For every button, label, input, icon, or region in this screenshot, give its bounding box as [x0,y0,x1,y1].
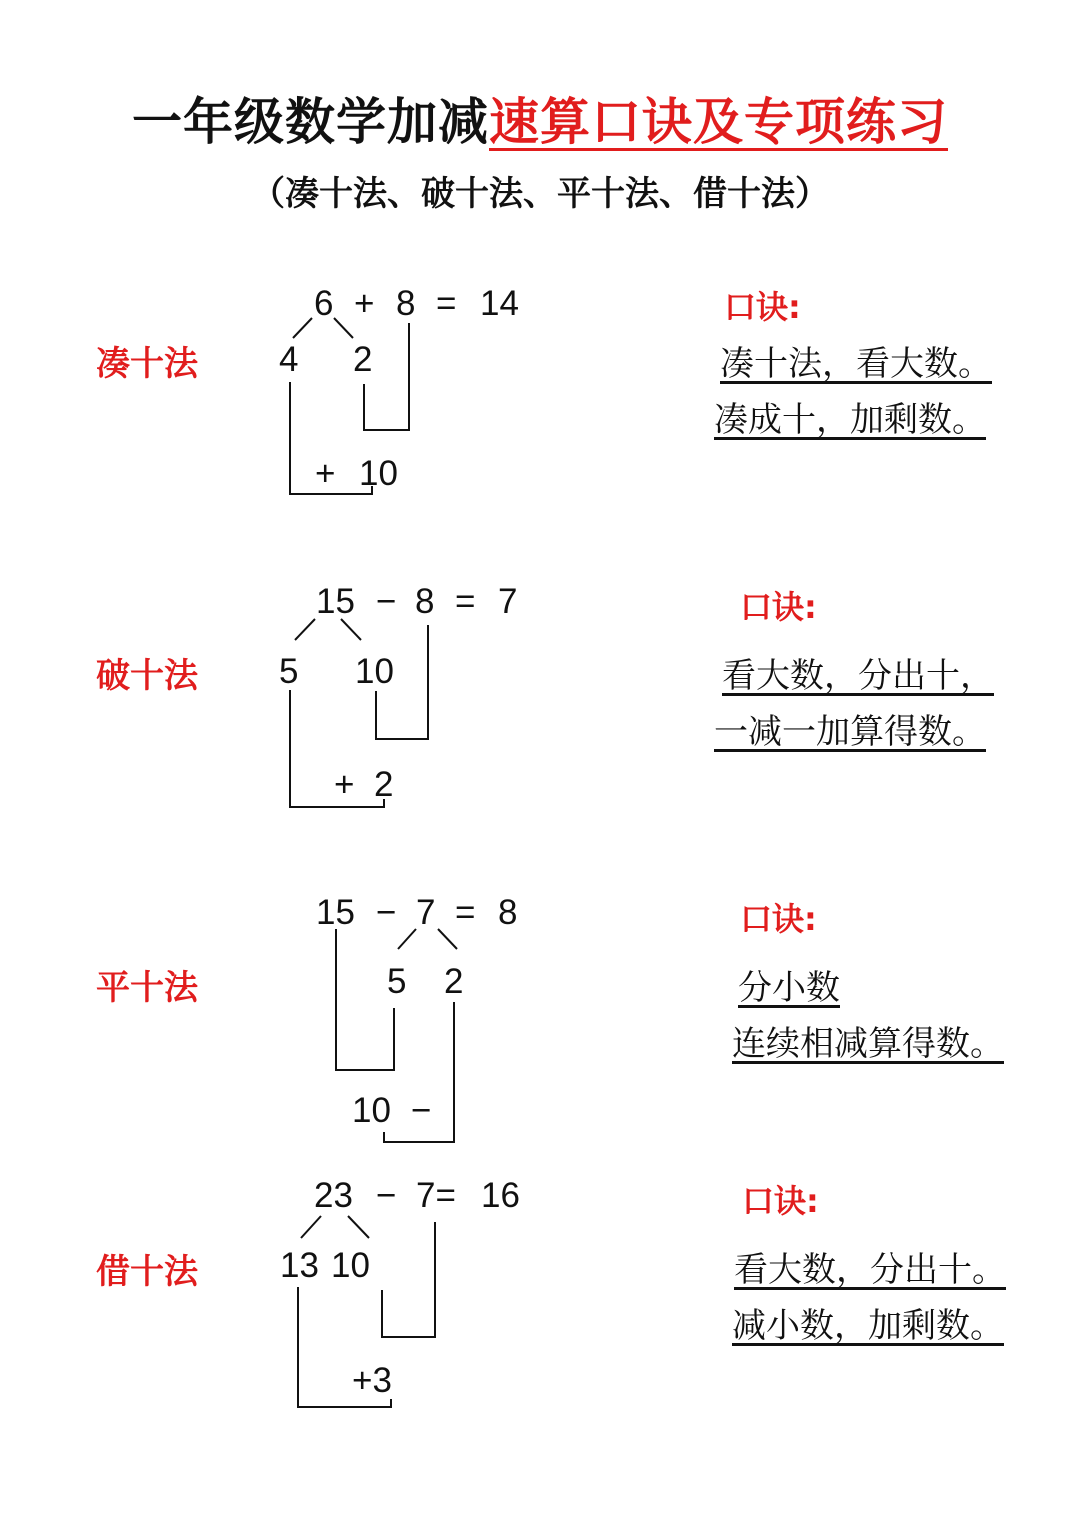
split-part-2: 2 [353,340,373,379]
equation-operator: − [376,893,397,932]
koujue-line-2: 凑成十，加剩数。 [714,400,986,440]
title-black: 一年级数学加减 [132,93,489,151]
koujue-label: 口诀: [742,1182,819,1220]
bottom-value: 10 [359,454,398,493]
split-line-left [301,1216,321,1238]
equation-result: 7 [498,582,518,621]
equation-result: 8 [498,893,518,932]
koujue-label: 口诀: [740,588,817,626]
split-line-right [341,619,361,640]
bracket-a-5 [336,929,394,1070]
equation-operand-a: 15 [316,893,355,932]
method-label: 借十法 [96,1252,198,1292]
equation-operand-a: 23 [314,1176,353,1215]
split-part-1: 5 [279,652,299,691]
method-label: 凑十法 [96,344,198,384]
bottom-value: +3 [352,1361,392,1400]
equation-operator: − [376,582,397,621]
equation-operand-b: 7 [416,893,436,932]
bottom-value: 2 [374,765,394,804]
equation-operand-a: 6 [314,284,334,323]
method-label: 破十法 [96,656,198,696]
split-line-right [334,318,353,338]
subtitle: （凑十法、破十法、平十法、借十法） [251,174,829,214]
equation-operator: − [376,1176,397,1215]
koujue-line-2: 减小数，加剩数。 [732,1306,1004,1346]
koujue-line-1: 凑十法，看大数。 [720,344,992,384]
koujue-label: 口诀: [740,900,817,938]
koujue-line-2: 一减一加算得数。 [714,712,986,752]
equation-operand-b: 8 [415,582,435,621]
koujue-line-1: 分小数 [738,968,840,1008]
split-part-2: 10 [331,1246,370,1285]
split-part-1: 4 [279,340,299,379]
split-line-right [438,929,457,949]
equation-result: 14 [480,284,519,323]
bottom-value: 10 [352,1091,391,1130]
equation-equals: = [455,582,476,621]
split-line-left [398,929,416,949]
split-part-2: 2 [444,962,464,1001]
bottom-operator: + [315,454,336,493]
split-part-1: 5 [387,962,407,1001]
split-part-1: 13 [280,1246,319,1285]
method-label: 平十法 [96,968,198,1008]
equation-equals: = [455,893,476,932]
equation-operand-a: 15 [316,582,355,621]
bottom-operator: − [411,1091,432,1130]
koujue-label: 口诀: [724,288,801,326]
koujue-line-1: 看大数，分出十， [722,656,994,696]
split-line-left [295,619,315,640]
title-red: 速算口诀及专项练习 [489,93,948,151]
split-part-2: 10 [355,652,394,691]
equation-operand-b: 8 [396,284,416,323]
equation-operand-b: 7= [416,1176,456,1215]
split-line-left [293,318,312,338]
split-line-right [348,1216,369,1238]
koujue-line-1: 看大数，分出十。 [734,1250,1006,1290]
bracket-b-10 [382,1222,435,1337]
bottom-operator: + [334,765,355,804]
equation-equals: = [436,284,457,323]
equation-result: 16 [481,1176,520,1215]
equation-operator: + [354,284,375,323]
koujue-line-2: 连续相减算得数。 [732,1024,1004,1064]
